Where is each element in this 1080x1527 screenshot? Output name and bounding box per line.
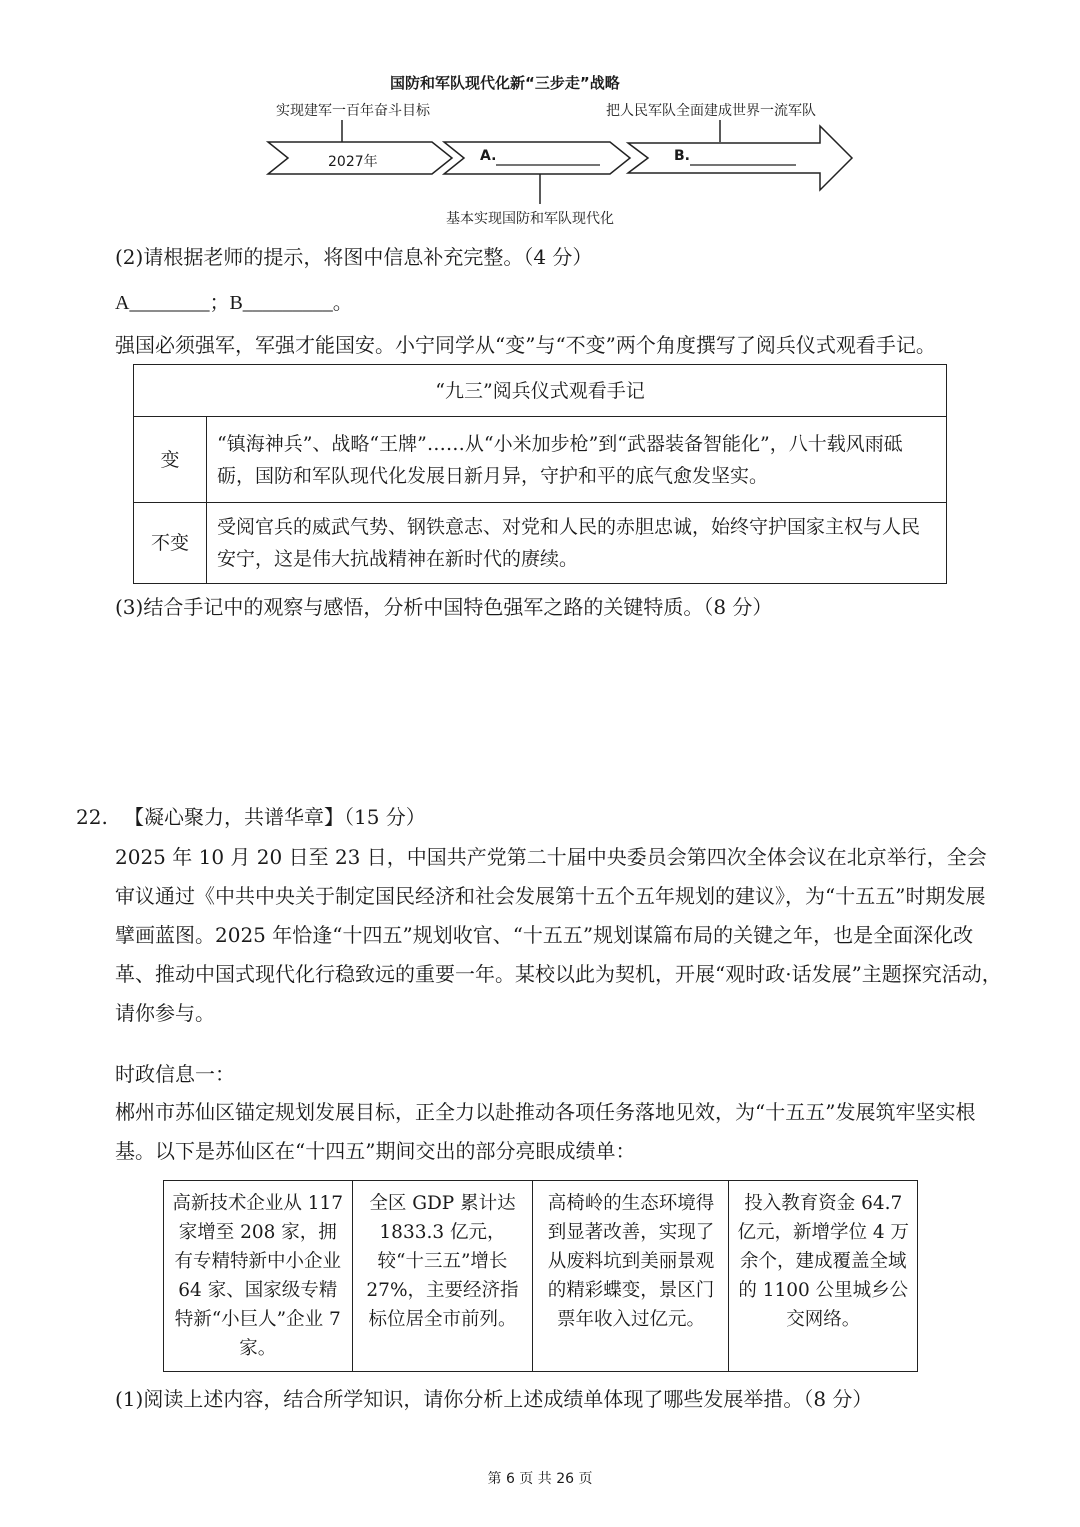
question-21-3: (3)结合手记中的观察与感悟，分析中国特色强军之路的关键特质。（8 分）	[115, 595, 773, 619]
notes-row-text: “镇海神兵”、战略“王牌”……从“小米加步枪”到“武器装备智能化”，八十载风雨砥砺，国防和军队现代化发展日新月异，守护和平的底气愈发坚实。	[207, 417, 947, 503]
info-label: 时政信息一：	[115, 1062, 235, 1086]
notes-table-header: “九三”阅兵仪式观看手记	[134, 365, 947, 417]
question-22-title: 【凝心聚力，共谱华章】（15 分）	[124, 805, 426, 829]
step-2-arrow	[444, 142, 630, 174]
achievement-table	[163, 1180, 918, 1372]
step-arrows	[260, 68, 860, 230]
answer-blanks: A________；B_________。	[115, 292, 353, 314]
diagram-label-top-right: 把人民军队全面建成世界一流军队	[606, 103, 816, 119]
achievement-cell: 高新技术企业从 117 家增至 208 家，拥有专精特新中小企业 64 家、国家级专精特新“小巨人”企业 7 家。	[164, 1181, 353, 1372]
diagram-label-bottom: 基本实现国防和军队现代化	[446, 211, 614, 227]
achievement-cell: 全区 GDP 累计达 1833.3 亿元，较“十三五”增长 27%，主要经济指标位居全市前列。	[352, 1181, 533, 1372]
notes-row-label: 变	[134, 417, 207, 503]
parade-notes-table	[133, 364, 947, 584]
intro-text: 强国必须强军，军强才能国安。小宁同学从“变”与“不变”两个角度撰写了阅兵仪式观看手记。	[115, 333, 936, 357]
notes-row-label: 不变	[134, 503, 207, 584]
info-text: 郴州市苏仙区锚定规划发展目标，正全力以赴推动各项任务落地见效，为“十五五”发展筑牢坚实根基。以下是苏仙区在“十四五”期间交出的部分亮眼成绩单：	[115, 1100, 976, 1163]
diagram-label-top-left: 实现建军一百年奋斗目标	[276, 103, 430, 119]
step-3-arrow	[628, 126, 852, 190]
question-21-2: (2)请根据老师的提示，将图中信息补充完整。（4 分）	[115, 245, 593, 269]
achievement-cell: 投入教育资金 64.7 亿元，新增学位 4 万余个，建成覆盖全域的 1100 公里城乡公交网络。	[729, 1181, 918, 1372]
achievement-cell: 高椅岭的生态环境得到显著改善，实现了从废料坑到美丽景观的精彩蝶变，景区门票年收入过亿元。	[533, 1181, 729, 1372]
diagram-title: 国防和军队现代化新“三步走”战略	[390, 74, 620, 92]
step-1-label: 2027年	[328, 154, 378, 170]
question-22-number: 22.	[76, 805, 108, 829]
strategy-diagram	[260, 68, 860, 230]
notes-row-text: 受阅官兵的威武气势、钢铁意志、对党和人民的赤胆忠诚，始终守护国家主权与人民安宁，这是伟大抗战精神在新时代的赓续。	[207, 503, 947, 584]
question-22-paragraph: 2025 年 10 月 20 日至 23 日，中国共产党第二十届中央委员会第四次全体会议在北京举行，全会审议通过《中共中央关于制定国民经济和社会发展第十五个五年规划的建议》，为“十五五”时期发展擘画蓝图。2025 年恰逢“十四五”规划收官、“十五五”规划谋篇布局的关键之年，也是全面深化改革、推动中国式现代化行稳致远的重要一年。某校以此为契机，开展“观时政·话发展”主题探究活动，请你参与。	[115, 845, 1002, 1025]
step-2-blank: A.	[480, 148, 497, 164]
page-footer: 第 6 页 共 26 页	[487, 1471, 593, 1487]
step-3-blank: B.	[674, 148, 690, 164]
question-22-1: (1)阅读上述内容，结合所学知识，请你分析上述成绩单体现了哪些发展举措。（8 分）	[115, 1387, 873, 1411]
